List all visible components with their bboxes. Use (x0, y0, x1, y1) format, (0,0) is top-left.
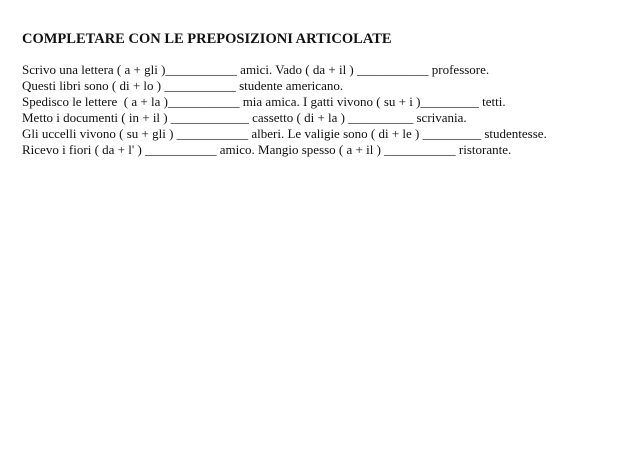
exercise-line-3: Spedisco le lettere ( a + la )___________ mia amica. I gatti vivono ( su + i )_________ tetti. (22, 94, 506, 109)
worksheet-page (22, 31, 622, 158)
exercise-line-1: Scrivo una lettera ( a + gli )___________ amici. Vado ( da + il ) ___________ professore. (22, 62, 490, 77)
exercise-line-4: Metto i documenti ( in + il ) ____________ cassetto ( di + la ) __________ scrivania. (22, 110, 467, 125)
exercise-list (22, 62, 622, 158)
worksheet-title: COMPLETARE CON LE PREPOSIZIONI ARTICOLATE (22, 31, 392, 47)
exercise-line-6: Ricevo i fiori ( da + l' ) ___________ amico. Mangio spesso ( a + il ) ___________ ristorante. (22, 142, 512, 157)
exercise-line-5: Gli uccelli vivono ( su + gli ) ___________ alberi. Le valigie sono ( di + le ) _________ studentesse. (22, 126, 547, 141)
exercise-line-2: Questi libri sono ( di + lo ) ___________ studente americano. (22, 78, 344, 93)
